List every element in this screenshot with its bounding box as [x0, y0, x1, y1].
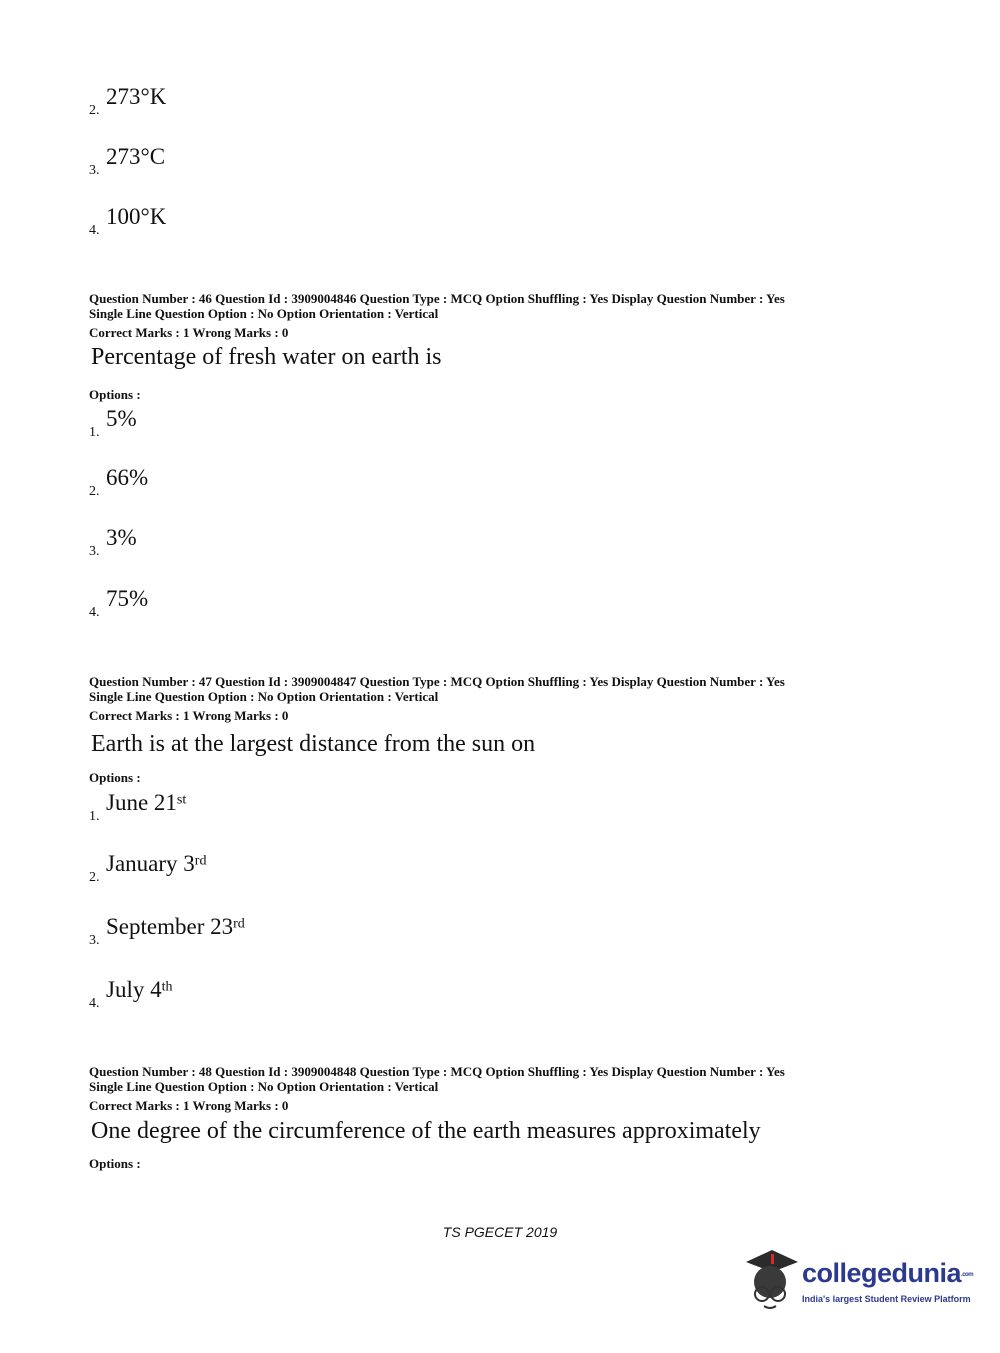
option-item: 4.July 4th: [89, 977, 173, 1011]
option-item: 2.66%: [89, 465, 149, 499]
question-marks: Correct Marks : 1 Wrong Marks : 0: [89, 708, 289, 723]
question-marks: Correct Marks : 1 Wrong Marks : 0: [89, 1098, 289, 1113]
option-item: 1.June 21st: [89, 790, 187, 824]
options-label: Options :: [89, 1156, 141, 1171]
option-item: 2.273°K: [89, 84, 167, 118]
option-item: 3.September 23rd: [89, 914, 245, 948]
option-item: 3.3%: [89, 525, 137, 559]
question-meta: Question Number : 47 Question Id : 3909004847 Question Type : MCQ Option Shuffling : Yes Display Question Number : Yes Single Line Question Option : No Option Orientation : Vertical: [89, 674, 785, 704]
graduate-mascot-icon: [742, 1248, 800, 1318]
option-item: 2.January 3rd: [89, 851, 207, 885]
option-item: 4.100°K: [89, 204, 167, 238]
question-meta: Question Number : 48 Question Id : 3909004848 Question Type : MCQ Option Shuffling : Yes Display Question Number : Yes Single Line Question Option : No Option Orientation : Vertical: [89, 1064, 785, 1094]
logo-suffix: .com: [961, 1271, 974, 1278]
question-meta: Question Number : 46 Question Id : 3909004846 Question Type : MCQ Option Shuffling : Yes Display Question Number : Yes Single Line Question Option : No Option Orientation : Vertical: [89, 291, 785, 321]
option-item: 1.5%: [89, 406, 137, 440]
page-footer: TS PGECET 2019: [442, 1224, 558, 1240]
question-text: Percentage of fresh water on earth is: [91, 344, 442, 370]
question-marks: Correct Marks : 1 Wrong Marks : 0: [89, 325, 289, 340]
option-item: 4.75%: [89, 586, 149, 620]
options-label: Options :: [89, 387, 141, 402]
options-label: Options :: [89, 770, 141, 785]
logo-tagline: India's largest Student Review Platform: [802, 1294, 971, 1304]
logo-wordmark: collegedunia: [802, 1258, 962, 1288]
collegedunia-logo[interactable]: [742, 1248, 972, 1318]
option-item: 3.273°C: [89, 144, 166, 178]
question-text: Earth is at the largest distance from the sun on: [91, 731, 536, 757]
question-text: One degree of the circumference of the earth measures approximately: [91, 1118, 761, 1144]
